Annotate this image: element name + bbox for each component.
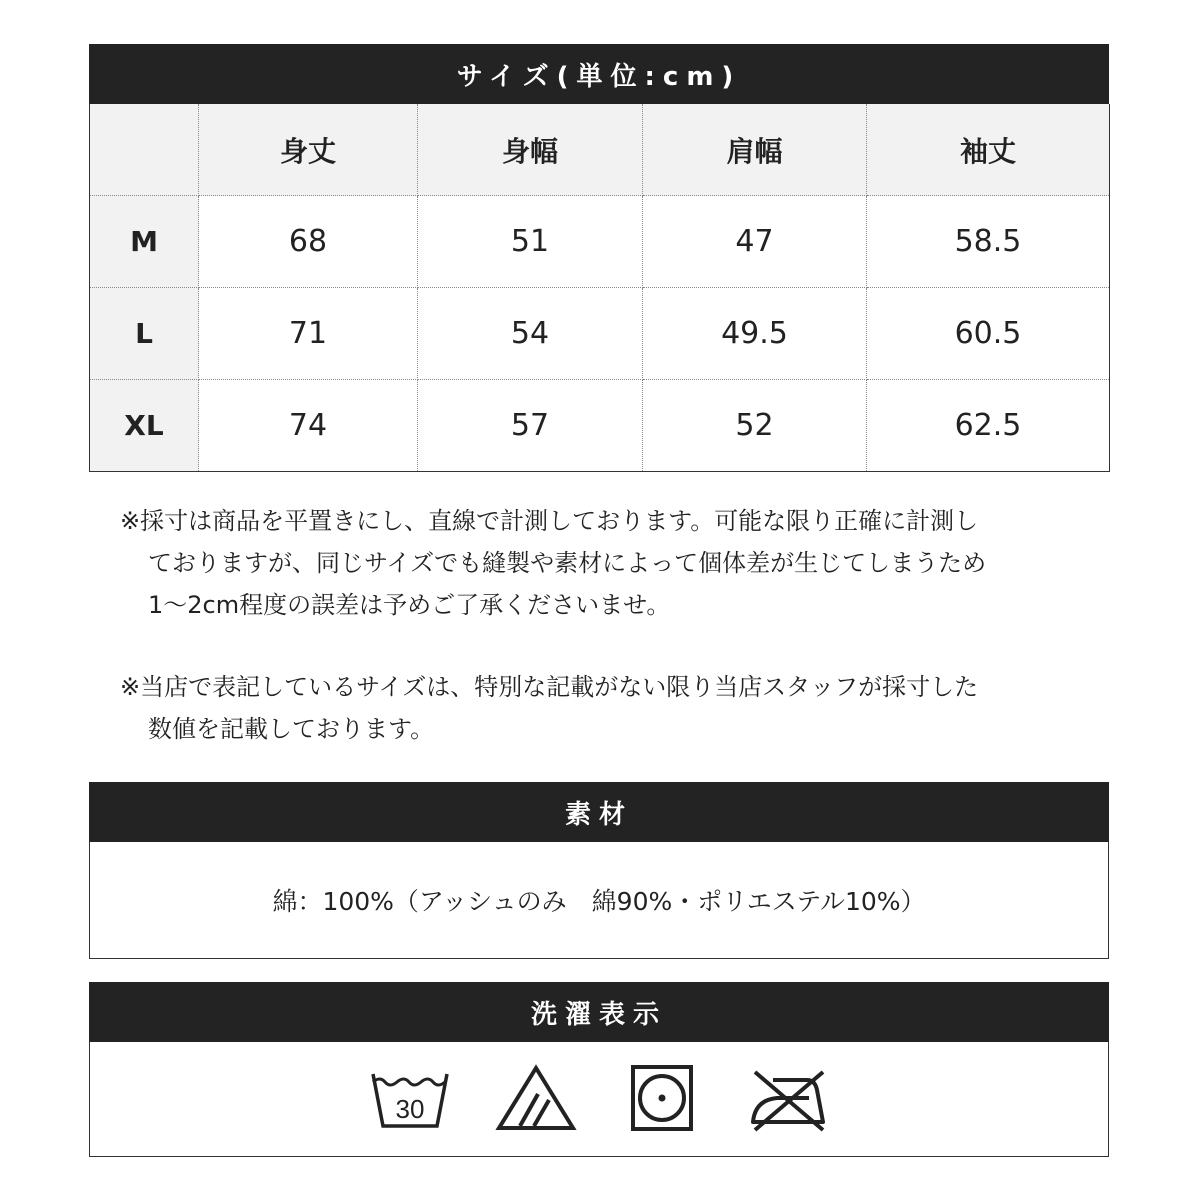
- non-chlorine-bleach-icon: [495, 1064, 577, 1134]
- size-section-header: [89, 44, 1109, 104]
- table-row: [90, 380, 1110, 472]
- table-cell: 52: [643, 380, 867, 472]
- table-cell: 57: [418, 380, 643, 472]
- column-header-width: 身幅: [418, 104, 643, 196]
- table-row: [90, 196, 1110, 288]
- tumble-dry-icon: [621, 1064, 703, 1134]
- care-icons: [90, 1042, 1108, 1156]
- care-section-title: 洗濯表示: [530, 999, 667, 1030]
- table-cell: 54: [418, 288, 643, 380]
- note-line: 1～2cm程度の誤差は予めご了承くださいませ。: [148, 591, 671, 619]
- size-section-title: サイズ(単位:cm): [456, 61, 742, 92]
- row-header-size: XL: [90, 380, 199, 472]
- table-cell: 71: [199, 288, 418, 380]
- size-table: [89, 104, 1110, 472]
- wash-temperature: 30: [395, 1094, 425, 1124]
- measurement-note: [120, 500, 1080, 626]
- care-section-header: [89, 982, 1109, 1042]
- size-notation-note: [120, 666, 1080, 750]
- note-line: ておりますが、同じサイズでも縫製や素材によって個体差が生じてしまうため: [148, 549, 987, 577]
- table-cell: 51: [418, 196, 643, 288]
- table-cell: 60.5: [867, 288, 1110, 380]
- column-header-shoulder: 肩幅: [643, 104, 867, 196]
- table-cell: 68: [199, 196, 418, 288]
- note-line: ※当店で表記しているサイズは、特別な記載がない限り当店スタッフが採寸した: [120, 673, 979, 701]
- material-section-header: [89, 782, 1109, 842]
- row-header-size: M: [90, 196, 199, 288]
- column-header-sleeve: 袖丈: [867, 104, 1110, 196]
- table-cell: 58.5: [867, 196, 1110, 288]
- no-iron-icon: [747, 1064, 829, 1134]
- note-line: ※採寸は商品を平置きにし、直線で計測しております。可能な限り正確に計測し: [120, 507, 979, 535]
- column-header-length: 身丈: [199, 104, 418, 196]
- material-section-title: 素材: [564, 799, 633, 830]
- row-header-size: L: [90, 288, 199, 380]
- table-cell: 62.5: [867, 380, 1110, 472]
- table-cell: 49.5: [643, 288, 867, 380]
- wash-30-icon: [369, 1064, 451, 1134]
- corner-cell: [90, 104, 199, 196]
- care-box: [89, 1042, 1109, 1157]
- note-line: 数値を記載しております。: [148, 715, 435, 743]
- table-cell: 47: [643, 196, 867, 288]
- material-box: [89, 842, 1109, 959]
- size-table-header-row: [90, 104, 1110, 196]
- material-text: 綿：100%（アッシュのみ 綿90%・ポリエステル10%）: [272, 887, 926, 916]
- table-cell: 74: [199, 380, 418, 472]
- table-row: [90, 288, 1110, 380]
